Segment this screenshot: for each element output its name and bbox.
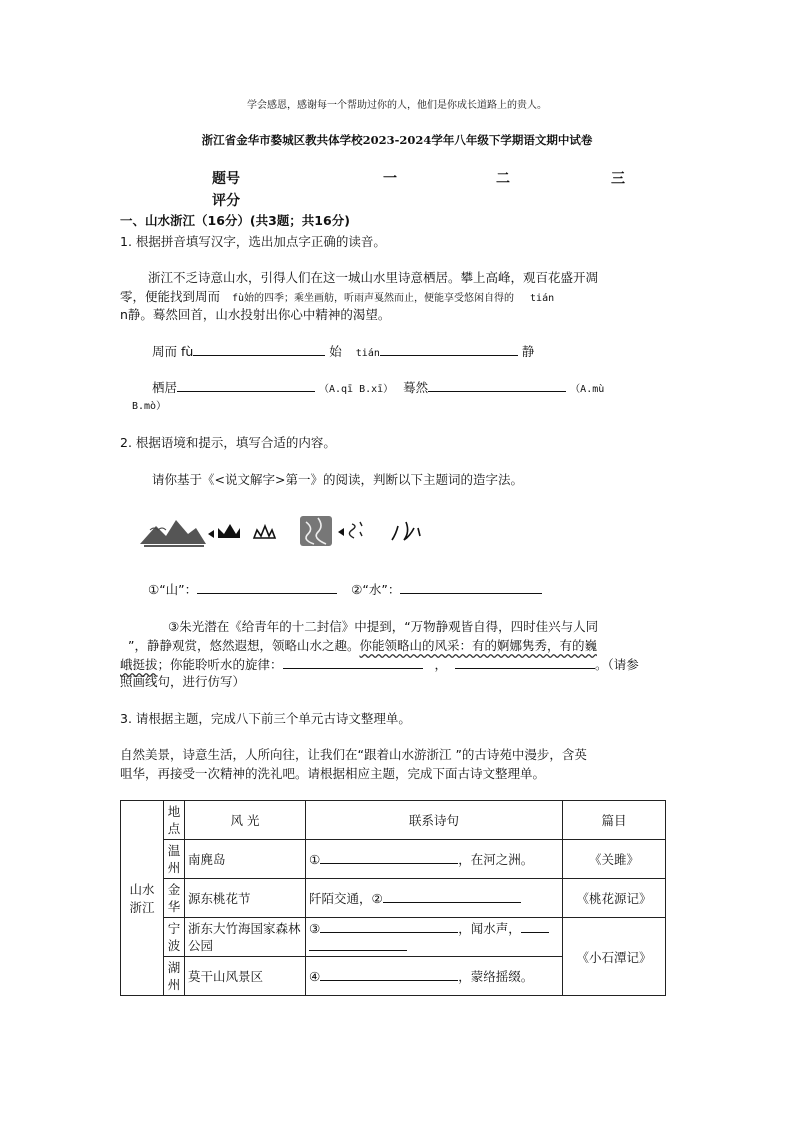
q1-choice-row	[152, 378, 604, 396]
poem-suffix: ，蒙络摇缀。	[458, 969, 534, 984]
q2-items-row	[148, 580, 542, 598]
place-cell: 金华	[164, 879, 185, 918]
text-cell: 《桃花源记》	[563, 879, 666, 918]
q2-item3-underlined: 你能领略山的风采：有的婀娜隽秀，有的巍	[359, 638, 597, 653]
q2-blank-water[interactable]	[400, 580, 542, 594]
arrow-icon-2	[338, 528, 344, 536]
q2-item-mountain: ①“山”：	[148, 582, 198, 597]
q2-blank-imitation-1[interactable]	[283, 655, 423, 669]
poem-prefix: ④	[309, 969, 321, 984]
score-col-1: 一	[383, 171, 397, 187]
header-scene: 风 光	[185, 801, 306, 840]
mountain-seal-icon	[254, 526, 275, 538]
poem-cell	[306, 957, 563, 996]
place-cell: 温州	[164, 840, 185, 879]
q2-blank-imitation-2[interactable]	[455, 655, 595, 669]
poem-suffix: ，闻水声，	[458, 921, 521, 936]
q1-label-zhouer: 周而 fù	[152, 344, 194, 359]
q1-blank-fu[interactable]	[193, 342, 325, 356]
poem-prefix: ①	[309, 852, 321, 867]
header-poem: 联系诗句	[306, 801, 563, 840]
section-heading: 一、山水浙江（16分）(共3题；共16分)	[120, 213, 350, 228]
table-row	[121, 918, 666, 957]
q1-passage-line1: 浙江不乏诗意山水，引得人们在这一城山水里诗意栖居。攀上高峰，观百花盛开凋	[148, 270, 599, 285]
q1-label-shi: 始	[329, 344, 342, 359]
q2-item3-comma: ，	[434, 657, 448, 672]
q2-item3-line1: ③朱光潜在《给青年的十二封信》中提到，“万物静观皆自得，四时佳兴与人同	[168, 619, 599, 634]
poem-table	[120, 800, 666, 996]
poem-cell	[306, 879, 563, 918]
q2-item3-3d: 。（请参	[595, 657, 639, 672]
q2-item-water: ②“水”：	[351, 582, 401, 597]
place-cell: 湖州	[164, 957, 185, 996]
q1-label-tian: tián	[355, 348, 380, 359]
poem-cell	[306, 918, 563, 957]
table-row	[121, 840, 666, 879]
header-text: 篇目	[563, 801, 666, 840]
poem-prefix: 阡陌交通，②	[309, 891, 383, 906]
text-cell: 《关雎》	[563, 840, 666, 879]
poem-cell	[306, 840, 563, 879]
q3-prompt: 3. 请根据主题，完成八下前三个单元古诗文整理单。	[120, 711, 411, 726]
q3-intro-line2: 咀华，再接受一次精神的洗礼吧。请根据相应主题，完成下面古诗文整理单。	[120, 766, 546, 781]
water-picture-icon	[300, 516, 332, 546]
q1-choice-qi: （A.qī B.xī）	[319, 384, 394, 395]
water-glyph-icon	[349, 522, 362, 538]
score-row2-label: 评分	[212, 193, 240, 209]
table-row	[121, 801, 666, 840]
scene-cell: 源东桃花节	[185, 879, 306, 918]
q1-blank-mo[interactable]	[428, 378, 566, 392]
q1-blank-row1	[152, 342, 534, 360]
q1-blank-qi[interactable]	[177, 378, 315, 392]
poem-blank-1[interactable]	[320, 850, 458, 864]
q1-passage-line2	[120, 287, 554, 305]
q1-prompt: 1. 根据拼音填写汉字，选出加点字正确的读音。	[120, 234, 386, 249]
q1-label-jing: 静	[521, 344, 535, 359]
mountain-glyph-icon	[218, 524, 240, 538]
q1-blank-tian[interactable]	[380, 342, 518, 356]
q1-passage-line3: n静。蓦然回首，山水投射出你心中精神的渴望。	[120, 307, 391, 322]
mountain-picture-icon	[140, 520, 206, 546]
scene-cell: 南麂岛	[185, 840, 306, 879]
poem-blank-3[interactable]	[320, 919, 458, 933]
poem-prefix: ③	[309, 921, 321, 936]
water-seal-icon	[392, 522, 420, 540]
q2-item3-3b: ；你能聆听水的旋律：	[157, 657, 283, 672]
score-col-3: 三	[611, 171, 625, 187]
score-col-2: 二	[496, 171, 510, 187]
q1-passage-2b: fù始的四季；乘坐画舫，听雨声戛然而止，便能享受悠闲自得的	[232, 293, 515, 304]
q2-blank-mountain[interactable]	[197, 580, 337, 594]
text-cell: 《小石潭记》	[563, 918, 666, 996]
scene-cell: 莫干山风景区	[185, 957, 306, 996]
place-cell: 宁波	[164, 918, 185, 957]
q1-label-moran: 蓦然	[403, 380, 429, 395]
q1-choice-mu: （A.mù	[570, 384, 605, 395]
q2-item3-line2	[128, 636, 597, 654]
score-row-label: 题号	[212, 171, 240, 187]
poem-blank-3b[interactable]	[521, 919, 549, 933]
q2-item3-2a: ”，静静观赏，悠然遐想，领略山水之趣。	[128, 638, 360, 653]
scene-cell: 浙东大竹海国家森林公园	[185, 918, 306, 957]
theme-cell: 山水浙江	[121, 801, 164, 996]
poem-blank-4[interactable]	[320, 967, 458, 981]
q1-label-qiju: 栖居	[152, 380, 178, 395]
poem-blank-3c[interactable]	[309, 937, 407, 951]
motto: 学会感恩，感谢每一个帮助过你的人，他们是你成长道路上的贵人。	[247, 100, 547, 111]
q2-instruction: 请你基于《<说文解字>第一》的阅读，判断以下主题词的造字法。	[152, 472, 523, 487]
q1-passage-2a: 零，便能找到周而	[120, 289, 221, 304]
poem-blank-2[interactable]	[383, 889, 521, 903]
q2-prompt: 2. 根据语境和提示，填写合适的内容。	[120, 435, 336, 450]
q1-passage-2c: tián	[530, 293, 555, 304]
q2-item3-underlined-end: 峨挺拔	[120, 657, 158, 672]
q2-item3-line4: 照画线句，进行仿写）	[120, 674, 246, 689]
poem-suffix: ，在河之洲。	[458, 852, 534, 867]
q1-choice-mo: B.mò）	[132, 401, 167, 412]
table-row	[121, 879, 666, 918]
header-place: 地点	[164, 801, 185, 840]
arrow-icon	[208, 530, 214, 538]
q2-item3-line3	[120, 655, 639, 673]
character-evolution-figure	[136, 510, 426, 552]
exam-title: 浙江省金华市婺城区教共体学校2023-2024学年八年级下学期语文期中试卷	[201, 133, 593, 147]
q3-intro-line1: 自然美景，诗意生活，人所向往，让我们在“跟着山水游浙江 ”的古诗苑中漫步，含英	[120, 747, 587, 762]
